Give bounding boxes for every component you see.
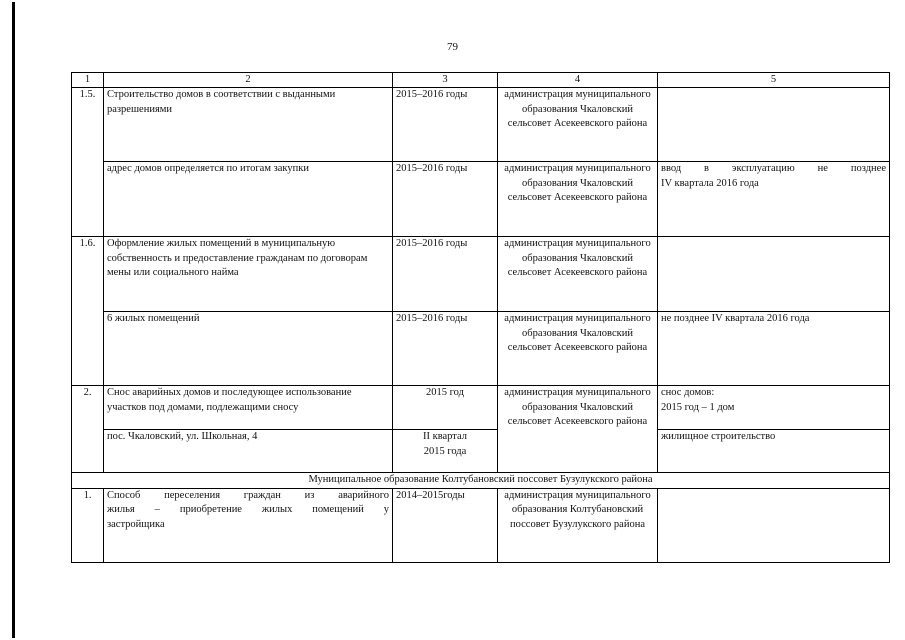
- table-row: [72, 312, 890, 386]
- row-number: 1.6.: [72, 237, 104, 386]
- header-cell: 4: [498, 73, 658, 88]
- executor-cell: администрация муниципального образования Чкаловский сельсовет Асекеевского района: [498, 312, 658, 386]
- row-number: 1.5.: [72, 88, 104, 237]
- period-cell: 2015 год: [393, 386, 498, 430]
- measure-line: застройщика: [107, 518, 165, 530]
- result-cell: [658, 88, 890, 162]
- table-row: [72, 488, 890, 562]
- measure-cell: Оформление жилых помещений в муниципальную собственность и предоставление гражданам по договорам мены или социального найма: [104, 237, 393, 312]
- result-cell: жилищное строительство: [658, 430, 890, 473]
- result-line: ввод в эксплуатацию не позднее: [661, 163, 886, 174]
- page-edge-bar: [12, 2, 15, 638]
- row-number: 1.: [72, 488, 104, 562]
- measure-cell: Снос аварийных домов и последующее использование участков под домами, подлежащими сносу: [104, 386, 393, 430]
- result-cell: [658, 386, 890, 430]
- executor-cell: администрация муниципального образования Чкаловский сельсовет Асекеевского района: [498, 162, 658, 237]
- period-cell: 2015–2016 годы: [393, 88, 498, 162]
- table-header-row: [72, 73, 890, 88]
- result-cell: [658, 237, 890, 312]
- period-line: 2015 года: [423, 445, 467, 457]
- period-cell: 2014–2015годы: [393, 488, 498, 562]
- result-line: IV квартала 2016 года: [661, 177, 759, 189]
- section-row: [72, 473, 890, 489]
- measure-cell: [104, 488, 393, 562]
- result-cell: [658, 488, 890, 562]
- result-line: снос домов:: [661, 387, 715, 398]
- table-row: [72, 386, 890, 430]
- table-row: [72, 237, 890, 312]
- table-row: [72, 162, 890, 237]
- measure-cell: адрес домов определяется по итогам закупки: [104, 162, 393, 237]
- period-line: II квартал: [422, 431, 468, 442]
- period-cell: [393, 430, 498, 473]
- period-cell: 2015–2016 годы: [393, 162, 498, 237]
- executor-cell: администрация муниципального образования Чкаловский сельсовет Асекеевского района: [498, 88, 658, 162]
- result-cell: [658, 162, 890, 237]
- period-cell: 2015–2016 годы: [393, 312, 498, 386]
- measure-line: Способ переселения граждан из аварийного: [107, 489, 389, 501]
- measure-cell: 6 жилых помещений: [104, 312, 393, 386]
- page-number: 79: [447, 41, 458, 53]
- executor-cell: администрация муниципального образования Колтубановский поссовет Бузулукского района: [498, 488, 658, 562]
- result-line: 2015 год – 1 дом: [661, 401, 735, 413]
- row-number: 2.: [72, 386, 104, 473]
- header-cell: 3: [393, 73, 498, 88]
- header-cell: 5: [658, 73, 890, 88]
- section-title: Муниципальное образование Колтубановский поссовет Бузулукского района: [72, 473, 890, 489]
- measure-cell: Строительство домов в соответствии с выданными разрешениями: [104, 88, 393, 162]
- result-cell: не позднее IV квартала 2016 года: [658, 312, 890, 386]
- header-cell: 2: [104, 73, 393, 88]
- measure-cell: пос. Чкаловский, ул. Школьная, 4: [104, 430, 393, 473]
- period-cell: 2015–2016 годы: [393, 237, 498, 312]
- plan-table: [71, 72, 890, 563]
- executor-cell: администрация муниципального образования Чкаловский сельсовет Асекеевского района: [498, 386, 658, 473]
- table-row: [72, 88, 890, 162]
- executor-cell: администрация муниципального образования Чкаловский сельсовет Асекеевского района: [498, 237, 658, 312]
- table-row: [72, 430, 890, 473]
- header-cell: 1: [72, 73, 104, 88]
- measure-line: жилья – приобретение жилых помещений у: [107, 504, 389, 516]
